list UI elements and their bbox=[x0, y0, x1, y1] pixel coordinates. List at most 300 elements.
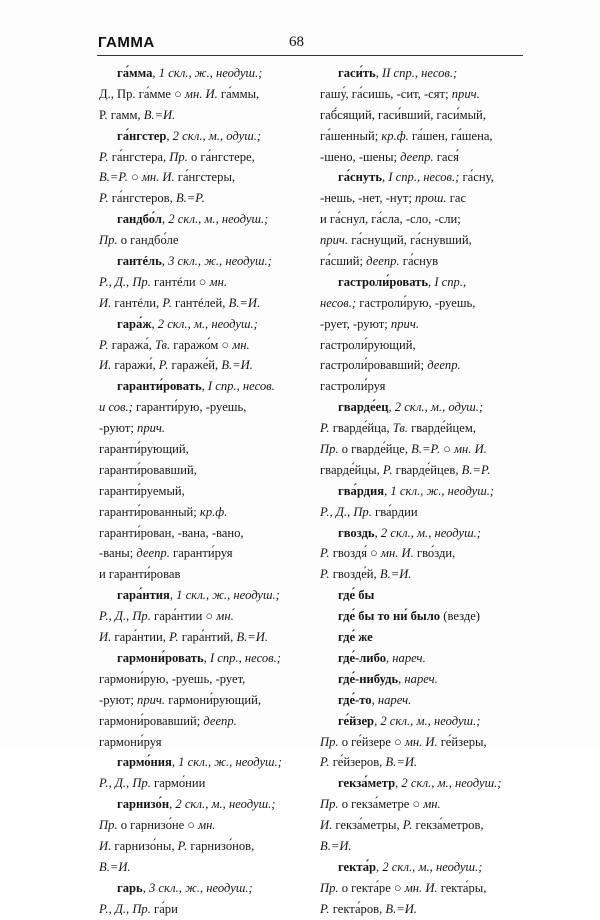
entry-line bbox=[320, 732, 524, 753]
entry-text: гантéли ○ bbox=[150, 274, 210, 289]
entry-line bbox=[320, 126, 524, 147]
entry-line bbox=[320, 857, 524, 878]
entry-line bbox=[99, 376, 295, 397]
entry-line bbox=[320, 899, 524, 920]
entry-text: гаранти́ровавший, bbox=[99, 462, 197, 477]
entry-text: , bbox=[203, 650, 210, 665]
headword: где́ же bbox=[338, 630, 373, 645]
entry-line bbox=[320, 606, 524, 627]
grammar-note: 2 скл., м., неодуш.; bbox=[168, 212, 269, 227]
entry-text: , bbox=[371, 692, 378, 707]
entry-line bbox=[320, 543, 524, 564]
headword: гантéль bbox=[117, 254, 162, 269]
entry-line bbox=[320, 794, 524, 815]
grammar-note: II спр., несов.; bbox=[382, 66, 458, 80]
grammar-note: В.=И. bbox=[385, 755, 418, 770]
entry-text: гася́ bbox=[433, 149, 459, 164]
grammar-note: Р. bbox=[99, 337, 109, 352]
entry-line bbox=[99, 585, 295, 606]
grammar-note: 2 скл., м., неодуш.; bbox=[380, 525, 481, 540]
headword: гва́рдия bbox=[338, 483, 385, 498]
grammar-note: мн. И. bbox=[404, 734, 438, 749]
headword: гварде́ец bbox=[338, 400, 389, 415]
entry-text: , bbox=[382, 170, 389, 185]
grammar-note: нареч. bbox=[392, 650, 426, 665]
grammar-note: В.=И. bbox=[228, 295, 261, 310]
entry-line bbox=[99, 690, 295, 711]
entry-text: , bbox=[161, 254, 169, 269]
entry-line bbox=[320, 836, 524, 857]
grammar-note: мн. bbox=[423, 797, 441, 812]
entry-line bbox=[320, 188, 524, 209]
entry-text: гварде́йцы, bbox=[320, 462, 383, 477]
grammar-note: Р., Д., Пр. bbox=[99, 776, 151, 791]
entry-text: гаражи́, bbox=[111, 358, 159, 373]
entry-text: гармо́нии bbox=[150, 776, 206, 791]
entry-line bbox=[320, 752, 524, 773]
entry-text: гво́зди, bbox=[413, 546, 456, 561]
grammar-note: мн. bbox=[232, 337, 250, 352]
entry-text: гармони́ровавший; bbox=[99, 713, 204, 728]
entry-line bbox=[320, 648, 524, 669]
entry-line bbox=[99, 899, 295, 920]
entry-text: гас bbox=[446, 191, 467, 206]
grammar-note: Пр. bbox=[320, 797, 339, 812]
headword: гаси́ть bbox=[338, 66, 376, 80]
entry-text: -нешь, -нет, -нут; bbox=[320, 191, 416, 206]
entry-line bbox=[320, 439, 524, 460]
entry-text: гварде́йцем, bbox=[407, 421, 476, 436]
grammar-note: 1 скл., ж., неодуш.; bbox=[158, 66, 263, 80]
grammar-note: Р. bbox=[402, 818, 413, 833]
grammar-note: мн. bbox=[198, 818, 216, 833]
grammar-note: I спр., несов.; bbox=[209, 650, 281, 665]
entry-text: га́шен, га́шена, bbox=[408, 128, 493, 143]
left-column bbox=[99, 63, 295, 920]
grammar-note: 2 скл., м., неодуш.; bbox=[382, 859, 483, 874]
entry-text: гантéли, bbox=[111, 295, 163, 310]
grammar-note: В.=Р. bbox=[461, 462, 491, 477]
entry-text: гараже́й, bbox=[168, 358, 222, 373]
entry-line bbox=[320, 376, 524, 397]
entry-line bbox=[320, 418, 524, 439]
entry-text: о гекта́ре ○ bbox=[338, 880, 405, 895]
grammar-note: мн. И. bbox=[404, 880, 438, 895]
grammar-note: Пр. bbox=[320, 880, 339, 895]
entry-text: гантéлей, bbox=[171, 295, 229, 310]
grammar-note: Тв. bbox=[154, 337, 171, 352]
entry-text: ге́йзеров, bbox=[329, 755, 386, 770]
entry-line bbox=[320, 84, 524, 105]
grammar-note: Пр. bbox=[169, 149, 188, 164]
entry-line bbox=[320, 314, 524, 335]
entry-line bbox=[99, 711, 295, 732]
entry-text: Р. гамм, bbox=[99, 107, 144, 122]
entry-text: гастроли́руя bbox=[320, 379, 386, 394]
entry-line bbox=[99, 230, 295, 251]
entry-text: га́нгстеров, bbox=[108, 191, 176, 206]
entry-text: гекза́метров, bbox=[412, 818, 484, 833]
headword: гармони́ровать bbox=[117, 650, 204, 665]
entry-text: гекта́ров, bbox=[329, 901, 386, 916]
grammar-note: В.=Р. ○ мн. И. bbox=[411, 442, 487, 457]
entry-line bbox=[320, 105, 524, 126]
entry-text: , bbox=[386, 650, 393, 665]
entry-text: -шено, -шены; bbox=[320, 149, 401, 164]
entry-text: ге́йзеры, bbox=[437, 734, 487, 749]
entry-line bbox=[320, 627, 524, 648]
grammar-note: В.=И. bbox=[99, 859, 131, 874]
entry-text: га́снув bbox=[399, 254, 439, 269]
grammar-note: прич. bbox=[320, 233, 349, 248]
grammar-note: I спр., несов. bbox=[207, 379, 275, 394]
entry-text: гаранти́руемый, bbox=[99, 483, 185, 498]
entry-text: гаранти́руя bbox=[169, 546, 233, 561]
grammar-note: Р. bbox=[99, 149, 109, 164]
entry-line bbox=[99, 126, 295, 147]
entry-text: о гекза́метре ○ bbox=[338, 797, 424, 812]
entry-text: гаражо́м ○ bbox=[170, 337, 233, 352]
grammar-note: 2 скл., м., одуш.; bbox=[394, 400, 484, 415]
entry-line bbox=[99, 606, 295, 627]
entry-line bbox=[99, 335, 295, 356]
grammar-note: Р. bbox=[99, 191, 109, 206]
entry-line bbox=[320, 502, 524, 523]
entry-text: (везде) bbox=[440, 609, 481, 624]
right-column bbox=[320, 63, 524, 920]
entry-text: га́шенный; bbox=[320, 128, 382, 143]
entry-text: , bbox=[142, 880, 149, 895]
headword: гекта́р bbox=[338, 859, 377, 874]
grammar-note: В.=И. bbox=[143, 107, 176, 122]
grammar-note: И. bbox=[99, 838, 112, 853]
grammar-note: несов.; bbox=[320, 295, 357, 310]
entry-text: , bbox=[374, 713, 381, 728]
entry-text: , bbox=[169, 797, 176, 812]
entry-text: гаранти́рован, -вана, -вано, bbox=[99, 525, 244, 540]
entry-text: гва́рдии bbox=[371, 504, 418, 519]
entry-text: гара́нтии, bbox=[111, 630, 170, 645]
grammar-note: прич. bbox=[390, 316, 419, 331]
entry-text: гварде́йцев, bbox=[392, 462, 462, 477]
entry-line bbox=[320, 209, 524, 230]
entry-line bbox=[99, 293, 295, 314]
entry-line bbox=[320, 481, 524, 502]
grammar-note: И. bbox=[99, 630, 112, 645]
entry-line bbox=[99, 84, 295, 105]
headword: ге́йзер bbox=[338, 713, 375, 728]
entry-text: , bbox=[171, 755, 179, 770]
entry-line bbox=[320, 523, 524, 544]
entry-text: гварде́йца, bbox=[329, 421, 393, 436]
entry-text: -рует, -руют; bbox=[320, 316, 391, 331]
grammar-note: прич. bbox=[451, 86, 480, 101]
entry-text: габ́сящий, гаси́вший, гаси́мый, bbox=[320, 107, 486, 122]
entry-line bbox=[99, 836, 295, 857]
grammar-note: 1 скл., ж., неодуш.; bbox=[390, 483, 495, 498]
entry-line bbox=[99, 439, 295, 460]
headword: гастроли́ровать bbox=[338, 274, 429, 289]
entry-line bbox=[320, 815, 524, 836]
entry-text: , bbox=[388, 400, 395, 415]
page-header bbox=[97, 34, 523, 56]
entry-line bbox=[99, 105, 295, 126]
entry-line bbox=[320, 773, 524, 794]
grammar-note: И. bbox=[320, 818, 333, 833]
grammar-note: кр.ф. bbox=[199, 504, 228, 519]
headword: где́-нибудь bbox=[338, 671, 399, 686]
grammar-note: прич. bbox=[137, 421, 166, 436]
entry-text: га́сну, bbox=[459, 170, 494, 185]
entry-text: га́снущий, га́снувший, bbox=[348, 233, 472, 248]
entry-text: Д., Пр. га́мме ○ bbox=[99, 86, 185, 101]
entry-text: , bbox=[201, 379, 208, 394]
entry-text: , bbox=[384, 483, 391, 498]
entry-line bbox=[99, 188, 295, 209]
entry-line bbox=[99, 523, 295, 544]
entry-text: -ваны; bbox=[99, 546, 137, 561]
entry-text: -руют; bbox=[99, 421, 138, 436]
entry-text: гармони́рующий, bbox=[165, 692, 261, 707]
headword: гарнизо́н bbox=[117, 797, 170, 812]
entry-line bbox=[99, 460, 295, 481]
grammar-note: Пр. bbox=[99, 233, 118, 248]
entry-line bbox=[99, 878, 295, 899]
entry-line bbox=[99, 167, 295, 188]
grammar-note: прич. bbox=[137, 692, 166, 707]
grammar-note: Р. bbox=[162, 295, 172, 310]
entry-text: -руют; bbox=[99, 692, 138, 707]
grammar-note: Пр. bbox=[320, 442, 339, 457]
entry-line bbox=[99, 355, 295, 376]
entry-text: и га́снул, га́сла, -сло, -сли; bbox=[320, 212, 461, 227]
entry-line bbox=[99, 752, 295, 773]
entry-text: , bbox=[151, 316, 158, 331]
grammar-note: 2 скл., м., неодуш.; bbox=[380, 713, 481, 728]
entry-line bbox=[99, 857, 295, 878]
entry-text: гвоздя́ ○ bbox=[329, 546, 381, 561]
entry-line bbox=[320, 564, 524, 585]
entry-line bbox=[99, 648, 295, 669]
entry-text: гаража́, bbox=[108, 337, 155, 352]
headword: гарь bbox=[117, 880, 143, 895]
grammar-note: Р. bbox=[169, 630, 179, 645]
headword: где́ бы то ни́ было bbox=[338, 609, 441, 624]
entry-line bbox=[320, 585, 524, 606]
entry-text: , bbox=[428, 274, 435, 289]
entry-line bbox=[99, 481, 295, 502]
grammar-note: В.=Р. ○ мн. И. bbox=[99, 170, 175, 185]
entry-line bbox=[320, 878, 524, 899]
entry-line bbox=[99, 502, 295, 523]
grammar-note: и сов.; bbox=[99, 400, 133, 415]
header-rule bbox=[97, 55, 523, 56]
entry-text: , bbox=[375, 66, 383, 80]
entry-line bbox=[99, 794, 295, 815]
entry-text: гара́нтии ○ bbox=[150, 609, 217, 624]
entry-text: , bbox=[395, 776, 402, 791]
grammar-note: 3 скл., ж., неодуш.; bbox=[148, 880, 253, 895]
entry-line bbox=[99, 669, 295, 690]
entry-line bbox=[320, 460, 524, 481]
grammar-note: В.=И. bbox=[320, 838, 352, 853]
grammar-note: нареч. bbox=[377, 692, 412, 707]
headword: га́мма bbox=[117, 66, 153, 80]
entry-text: га́ммы, bbox=[217, 86, 260, 101]
grammar-note: 3 скл., ж., неодуш.; bbox=[168, 254, 272, 269]
entry-line bbox=[99, 418, 295, 439]
entry-text: гарнизо́нов, bbox=[187, 838, 255, 853]
grammar-note: Р. bbox=[320, 421, 330, 436]
headword: гвоздь bbox=[338, 525, 375, 540]
grammar-note: Р. bbox=[320, 567, 330, 582]
grammar-note: Р. bbox=[177, 838, 188, 853]
grammar-note: Р., Д., Пр. bbox=[320, 504, 372, 519]
grammar-note: 1 скл., ж., неодуш.; bbox=[176, 588, 280, 603]
entry-text: о гварде́йце, bbox=[338, 442, 412, 457]
grammar-note: В.=Р. bbox=[175, 191, 205, 206]
entry-text: , bbox=[398, 671, 405, 686]
grammar-note: I спр., bbox=[434, 274, 467, 289]
grammar-note: Р. bbox=[382, 462, 393, 477]
entry-line bbox=[99, 147, 295, 168]
grammar-note: Р. bbox=[320, 546, 330, 561]
grammar-note: Р. bbox=[320, 755, 330, 770]
grammar-note: кр.ф. bbox=[381, 128, 409, 143]
entry-text: гастроли́рую, -руешь, bbox=[356, 295, 476, 310]
grammar-note: деепр. bbox=[366, 254, 400, 269]
grammar-note: И. bbox=[99, 358, 112, 373]
grammar-note: Пр. bbox=[320, 734, 339, 749]
entry-text: гаранти́рующий, bbox=[99, 442, 189, 457]
headword: га́нгстер bbox=[117, 128, 167, 143]
entry-text: гармони́руя bbox=[99, 734, 162, 749]
grammar-note: В.=И. bbox=[236, 630, 269, 645]
entry-line bbox=[320, 669, 524, 690]
grammar-note: Р., Д., Пр. bbox=[99, 274, 151, 289]
grammar-note: мн. И. bbox=[380, 546, 414, 561]
entry-line bbox=[99, 732, 295, 753]
entry-text: , bbox=[376, 859, 383, 874]
grammar-note: 2 скл., м., неодуш.; bbox=[175, 797, 276, 812]
entry-line bbox=[320, 251, 524, 272]
entry-text: гашу́, га́сишь, -сит, -сят; bbox=[320, 86, 452, 101]
entry-line bbox=[99, 627, 295, 648]
running-head: ГАММА bbox=[98, 34, 155, 51]
grammar-note: деепр. bbox=[136, 546, 170, 561]
entry-line bbox=[99, 397, 295, 418]
grammar-note: Р., Д., Пр. bbox=[99, 901, 151, 916]
grammar-note: деепр. bbox=[427, 358, 461, 373]
headword: гаранти́ровать bbox=[117, 379, 202, 394]
entry-text: га́ри bbox=[150, 901, 178, 916]
entry-text: , bbox=[374, 525, 381, 540]
grammar-note: Тв. bbox=[392, 421, 408, 436]
grammar-note: Пр. bbox=[99, 818, 118, 833]
entry-text: о ге́йзере ○ bbox=[338, 734, 405, 749]
entry-text: гаранти́рованный; bbox=[99, 504, 200, 519]
entry-line bbox=[320, 335, 524, 356]
entry-text: и гаранти́ровав bbox=[99, 567, 181, 582]
grammar-note: Р. bbox=[158, 358, 169, 373]
entry-text: , bbox=[166, 128, 173, 143]
entry-line bbox=[320, 690, 524, 711]
headword: гара́ж bbox=[117, 316, 152, 331]
headword: гармо́ния bbox=[117, 755, 172, 770]
entry-line bbox=[99, 773, 295, 794]
entry-line bbox=[99, 209, 295, 230]
entry-text: о гандбо́ле bbox=[117, 233, 179, 248]
entry-line bbox=[320, 167, 524, 188]
grammar-note: мн. bbox=[209, 274, 227, 289]
entry-text: гекта́ры, bbox=[437, 880, 487, 895]
entry-line bbox=[99, 543, 295, 564]
entry-line bbox=[320, 230, 524, 251]
entry-text: о гарнизо́не ○ bbox=[117, 818, 199, 833]
grammar-note: 2 скл., м., неодуш.; bbox=[401, 776, 502, 791]
entry-text: , bbox=[161, 212, 169, 227]
entry-text: гастроли́ровавший; bbox=[320, 358, 428, 373]
entry-line bbox=[99, 63, 295, 84]
entry-line bbox=[99, 251, 295, 272]
entry-text: гекза́метры, bbox=[332, 818, 403, 833]
grammar-note: нареч. bbox=[404, 671, 438, 686]
grammar-note: прош. bbox=[415, 191, 447, 206]
headword: гекза́метр bbox=[338, 776, 396, 791]
grammar-note: 2 скл., м., одуш.; bbox=[172, 128, 262, 143]
entry-text: гара́нтий, bbox=[178, 630, 237, 645]
grammar-note: В.=И. bbox=[221, 358, 253, 373]
entry-line bbox=[320, 397, 524, 418]
entry-line bbox=[99, 272, 295, 293]
entry-text: , bbox=[169, 588, 177, 603]
grammar-note: 2 скл., м., неодуш.; bbox=[157, 316, 258, 331]
headword: гандбо́л bbox=[117, 212, 162, 227]
entry-text: гармони́рую, -руешь, -рует, bbox=[99, 671, 246, 686]
headword: где́-либо bbox=[338, 650, 386, 665]
grammar-note: деепр. bbox=[203, 713, 237, 728]
grammar-note: Р., Д., Пр. bbox=[99, 609, 151, 624]
grammar-note: мн. bbox=[216, 609, 234, 624]
entry-line bbox=[320, 355, 524, 376]
grammar-note: Р. bbox=[320, 901, 330, 916]
entry-text: гвозде́й, bbox=[329, 567, 380, 582]
entry-line bbox=[99, 564, 295, 585]
entry-text: га́нгстеры, bbox=[174, 170, 236, 185]
entry-text: гаранти́рую, -руешь, bbox=[132, 400, 247, 415]
entry-line bbox=[99, 815, 295, 836]
entry-line bbox=[320, 63, 524, 84]
entry-line bbox=[99, 314, 295, 335]
grammar-note: 1 скл., ж., неодуш.; bbox=[178, 755, 282, 770]
entry-line bbox=[320, 711, 524, 732]
headword: где́ бы bbox=[338, 588, 375, 603]
grammar-note: И. bbox=[99, 295, 112, 310]
entry-line bbox=[320, 147, 524, 168]
entry-text: гарнизо́ны, bbox=[111, 838, 178, 853]
grammar-note: деепр. bbox=[400, 149, 434, 164]
entry-text: га́сший; bbox=[320, 254, 367, 269]
entry-text: гастроли́рующий, bbox=[320, 337, 416, 352]
grammar-note: мн. И. bbox=[184, 86, 218, 101]
entry-text: о га́нгстере, bbox=[187, 149, 255, 164]
entry-text: , bbox=[152, 66, 159, 80]
headword: гара́нтия bbox=[117, 588, 170, 603]
grammar-note: В.=И. bbox=[385, 901, 417, 916]
grammar-note: В.=И. bbox=[379, 567, 412, 582]
headword: га́снуть bbox=[338, 170, 383, 185]
grammar-note: I спр., несов.; bbox=[388, 170, 460, 185]
